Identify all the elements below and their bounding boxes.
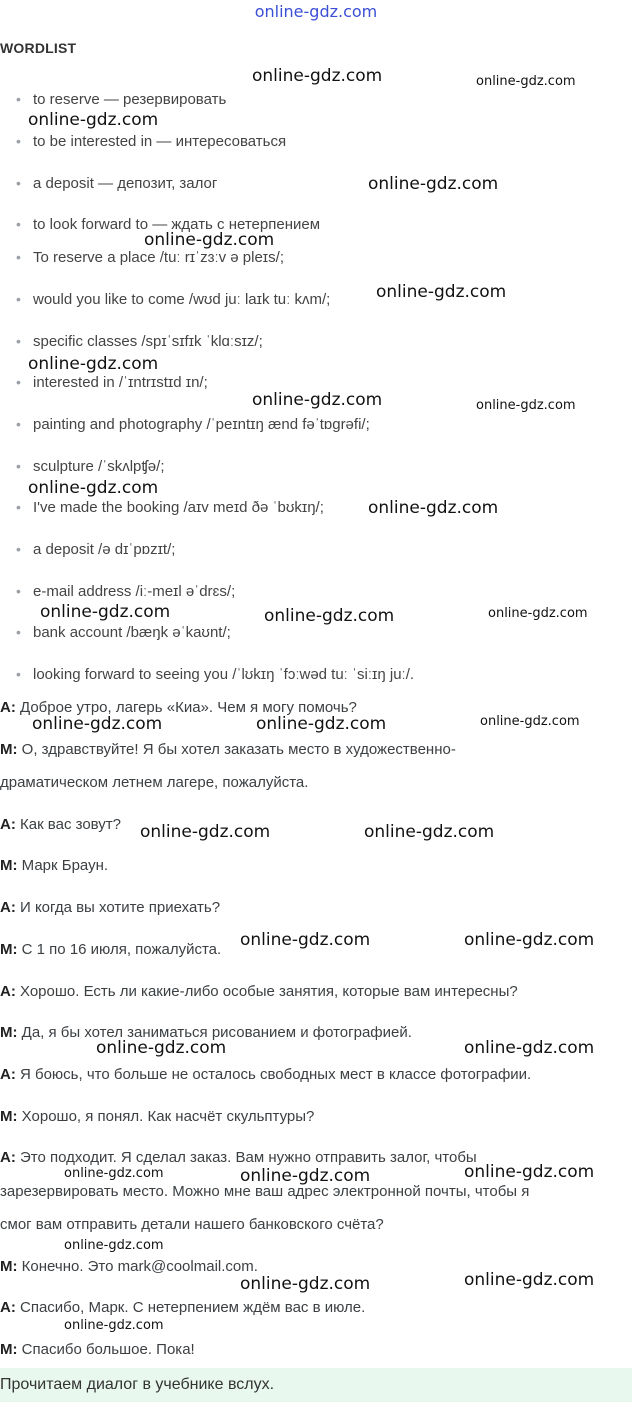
wordlist-item: • I've made the booking /aɪv meɪd ðə ˈbʊkɪŋ/; bbox=[18, 499, 324, 516]
watermark: online-gdz.com bbox=[32, 714, 163, 734]
dialogue-line: A: Хорошо. Есть ли какие-либо особые занятия, которые вам интересны? bbox=[0, 983, 518, 1000]
watermark: online-gdz.com bbox=[480, 714, 580, 729]
dialogue-line: зарезервировать место. Можно мне ваш адрес электронной почты, чтобы я bbox=[0, 1183, 530, 1200]
wordlist-item: • looking forward to seeing you /ˈlʊkɪŋ ˈfɔːwəd tuː ˈsiːɪŋ juː/. bbox=[18, 666, 414, 683]
wordlist-item: • to be interested in — интересоваться bbox=[18, 133, 286, 150]
watermark: online-gdz.com bbox=[64, 1318, 164, 1333]
watermark: online-gdz.com bbox=[264, 606, 395, 626]
dialogue-line: M: Спасибо большое. Пока! bbox=[0, 1341, 195, 1358]
watermark: online-gdz.com bbox=[40, 602, 171, 622]
wordlist-item: • interested in /ˈɪntrɪstɪd ɪn/; bbox=[18, 374, 208, 391]
dialogue-line: A: Это подходит. Я сделал заказ. Вам нужно отправить залог, чтобы bbox=[0, 1149, 477, 1166]
watermark: online-gdz.com bbox=[144, 230, 275, 250]
wordlist-item: • To reserve a place /tuː rɪˈzɜːv ə pleɪs/; bbox=[18, 249, 284, 266]
dialogue-line: A: Как вас зовут? bbox=[0, 816, 122, 833]
wordlist-item: • a deposit — депозит, залог bbox=[18, 175, 217, 192]
watermark: online-gdz.com bbox=[376, 282, 507, 302]
wordlist-item: • would you like to come /wʊd juː laɪk tuː kʌm/; bbox=[18, 291, 330, 308]
dialogue-line: A: Спасибо, Марк. С нетерпением ждём вас в июле. bbox=[0, 1299, 366, 1316]
watermark: online-gdz.com bbox=[476, 74, 576, 89]
watermark: online-gdz.com bbox=[28, 110, 159, 130]
watermark: online-gdz.com bbox=[28, 354, 159, 374]
watermark: online-gdz.com bbox=[364, 822, 495, 842]
watermark: online-gdz.com bbox=[252, 390, 383, 410]
watermark: online-gdz.com bbox=[140, 822, 271, 842]
dialogue-line: A: Доброе утро, лагерь «Киа». Чем я могу помочь? bbox=[0, 699, 357, 716]
watermark: online-gdz.com bbox=[464, 1038, 595, 1058]
watermark: online-gdz.com bbox=[464, 930, 595, 950]
wordlist-item: • specific classes /spɪˈsɪfɪk ˈklɑːsɪz/; bbox=[18, 333, 263, 350]
dialogue-line: драматическом летнем лагере, пожалуйста. bbox=[0, 774, 309, 791]
watermark: online-gdz.com bbox=[252, 66, 383, 86]
wordlist-item: • to look forward to — ждать с нетерпением bbox=[18, 216, 320, 233]
watermark: online-gdz.com bbox=[240, 1274, 371, 1294]
watermark: online-gdz.com bbox=[488, 606, 588, 621]
watermark: online-gdz.com bbox=[368, 174, 499, 194]
dialogue-line: M: Хорошо, я понял. Как насчёт скульптуры? bbox=[0, 1108, 315, 1125]
watermark: online-gdz.com bbox=[476, 398, 576, 413]
wordlist-item: • painting and photography /ˈpeɪntɪŋ ænd fəˈtɒgrəfi/; bbox=[18, 416, 370, 433]
dialogue-line: M: Марк Браун. bbox=[0, 857, 109, 874]
wordlist-item: • bank account /bæŋk əˈkaʊnt/; bbox=[18, 624, 231, 641]
watermark: online-gdz.com bbox=[64, 1238, 164, 1253]
wordlist-item: • to reserve — резервировать bbox=[18, 91, 226, 108]
wordlist-item: • a deposit /ə dɪˈpɒzɪt/; bbox=[18, 541, 175, 558]
watermark: online-gdz.com bbox=[240, 930, 371, 950]
watermark: online-gdz.com bbox=[464, 1162, 595, 1182]
wordlist-item: • e-mail address /iː-meɪl əˈdrɛs/; bbox=[18, 583, 235, 600]
site-link[interactable]: online-gdz.com bbox=[254, 2, 378, 21]
dialogue-line: M: Да, я бы хотел заниматься рисованием и фотографией. bbox=[0, 1024, 412, 1041]
dialogue-line: A: Я боюсь, что больше не осталось свободных мест в классе фотографии. bbox=[0, 1066, 532, 1083]
dialogue-line: M: О, здравствуйте! Я бы хотел заказать место в художественно- bbox=[0, 741, 456, 758]
dialogue-line: A: И когда вы хотите приехать? bbox=[0, 899, 221, 916]
watermark: online-gdz.com bbox=[368, 498, 499, 518]
watermark: online-gdz.com bbox=[64, 1166, 164, 1181]
watermark: online-gdz.com bbox=[240, 1166, 371, 1186]
wordlist-item: • sculpture /ˈskʌlpʧə/; bbox=[18, 458, 164, 475]
watermark: online-gdz.com bbox=[96, 1038, 227, 1058]
watermark: online-gdz.com bbox=[256, 714, 387, 734]
footer-note: Прочитаем диалог в учебнике вслух. bbox=[0, 1368, 632, 1402]
wordlist-title: WORDLIST bbox=[0, 40, 77, 56]
dialogue-line: смог вам отправить детали нашего банковского счёта? bbox=[0, 1216, 384, 1233]
dialogue-line: M: Конечно. Это mark@coolmail.com. bbox=[0, 1258, 258, 1275]
watermark: online-gdz.com bbox=[28, 478, 159, 498]
watermark: online-gdz.com bbox=[464, 1270, 595, 1290]
dialogue-line: M: С 1 по 16 июля, пожалуйста. bbox=[0, 941, 222, 958]
